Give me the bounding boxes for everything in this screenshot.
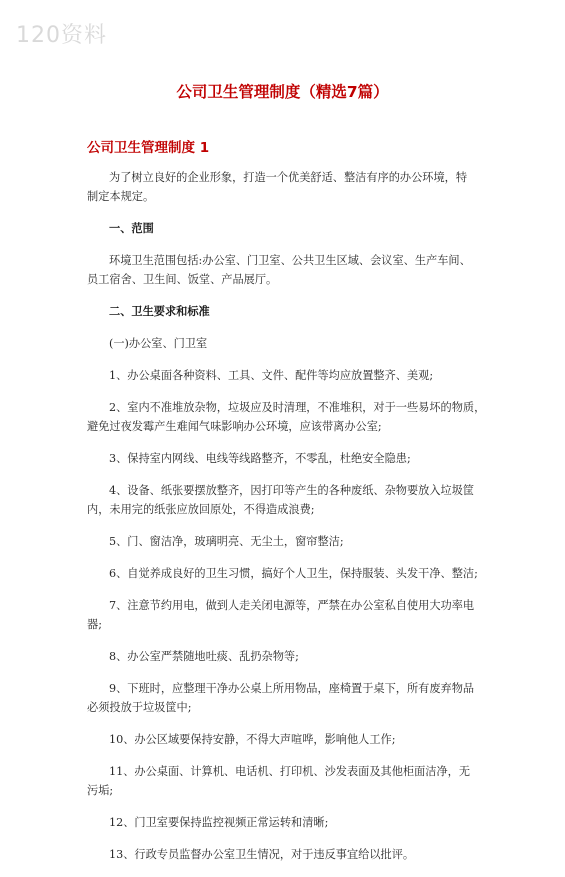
- section-heading: [87, 219, 487, 238]
- paragraph: [87, 366, 487, 385]
- paragraph-line: 1、办公桌面各种资料、工具、文件、配件等均应放置整齐、美观;: [109, 369, 434, 382]
- paragraph: [87, 564, 487, 583]
- paragraph: [87, 730, 487, 749]
- paragraph-line: 制定本规定。: [87, 190, 155, 203]
- paragraph: [87, 481, 487, 519]
- paragraph-line: 2、室内不准堆放杂物，垃圾应及时清理，不准堆积，对于一些易坏的物质，: [109, 401, 486, 414]
- document-body: [87, 168, 487, 877]
- paragraph-line: 5、门、窗洁净，玻璃明亮、无尘土，窗帘整洁;: [109, 535, 344, 548]
- paragraph: [87, 334, 487, 353]
- paragraph-line: 器;: [87, 618, 102, 631]
- paragraph: [87, 449, 487, 468]
- paragraph: [87, 762, 487, 800]
- paragraph-line: 10、办公区域要保持安静，不得大声喧哗，影响他人工作;: [109, 733, 396, 746]
- paragraph-line: 6、自觉养成良好的卫生习惯，搞好个人卫生，保持服装、头发干净、整洁;: [109, 567, 478, 580]
- paragraph-line: 内，未用完的纸张应放回原处，不得造成浪费;: [87, 503, 315, 516]
- paragraph-line: 11、办公桌面、计算机、电话机、打印机、沙发表面及其他柜面洁净，无: [109, 765, 471, 778]
- paragraph-line: 必须投放于垃圾筐中;: [87, 701, 192, 714]
- paragraph-line: 9、下班时，应整理干净办公桌上所用物品，座椅置于桌下，所有废弃物品: [109, 682, 475, 695]
- paragraph: [87, 532, 487, 551]
- document-title: 公司卫生管理制度（精选7篇）: [176, 83, 389, 101]
- section-title: 公司卫生管理制度 1: [87, 140, 210, 156]
- paragraph-line: (一)办公室、门卫室: [109, 337, 208, 350]
- paragraph-line: 8、办公室严禁随地吐痰、乱扔杂物等;: [109, 650, 299, 663]
- paragraph: [87, 647, 487, 666]
- paragraph-line: 二、卫生要求和标准: [109, 305, 210, 318]
- paragraph: [87, 679, 487, 717]
- paragraph-line: 4、设备、纸张要摆放整齐，因打印等产生的各种废纸、杂物要放入垃圾筐: [109, 484, 475, 497]
- watermark: 120资料: [16, 23, 107, 48]
- paragraph-line: 污垢;: [87, 784, 114, 797]
- paragraph: [87, 813, 487, 832]
- paragraph-line: 7、注意节约用电，做到人走关闭电源等，严禁在办公室私自使用大功率电: [109, 599, 475, 612]
- paragraph: [87, 168, 487, 206]
- paragraph: [87, 398, 487, 436]
- paragraph: [87, 251, 487, 289]
- paragraph-line: 避免过夜发霉产生难闻气味影响办公环境，应该带离办公室;: [87, 420, 382, 433]
- paragraph-line: 员工宿舍、卫生间、饭堂、产品展厅。: [87, 273, 278, 286]
- paragraph: [87, 845, 487, 864]
- section-heading: [87, 302, 487, 321]
- paragraph: [87, 596, 487, 634]
- paragraph-line: 环境卫生范围包括:办公室、门卫室、公共卫生区域、会议室、生产车间、: [109, 254, 471, 267]
- paragraph-line: 13、行政专员监督办公室卫生情况，对于违反事宜给以批评。: [109, 848, 415, 861]
- paragraph-line: 12、门卫室要保持监控视频正常运转和清晰;: [109, 816, 329, 829]
- paragraph-line: 一、范围: [109, 222, 154, 235]
- paragraph-line: 为了树立良好的企业形象，打造一个优美舒适、整洁有序的办公环境，特: [109, 171, 468, 184]
- paragraph-line: 3、保持室内网线、电线等线路整齐，不零乱，杜绝安全隐患;: [109, 452, 411, 465]
